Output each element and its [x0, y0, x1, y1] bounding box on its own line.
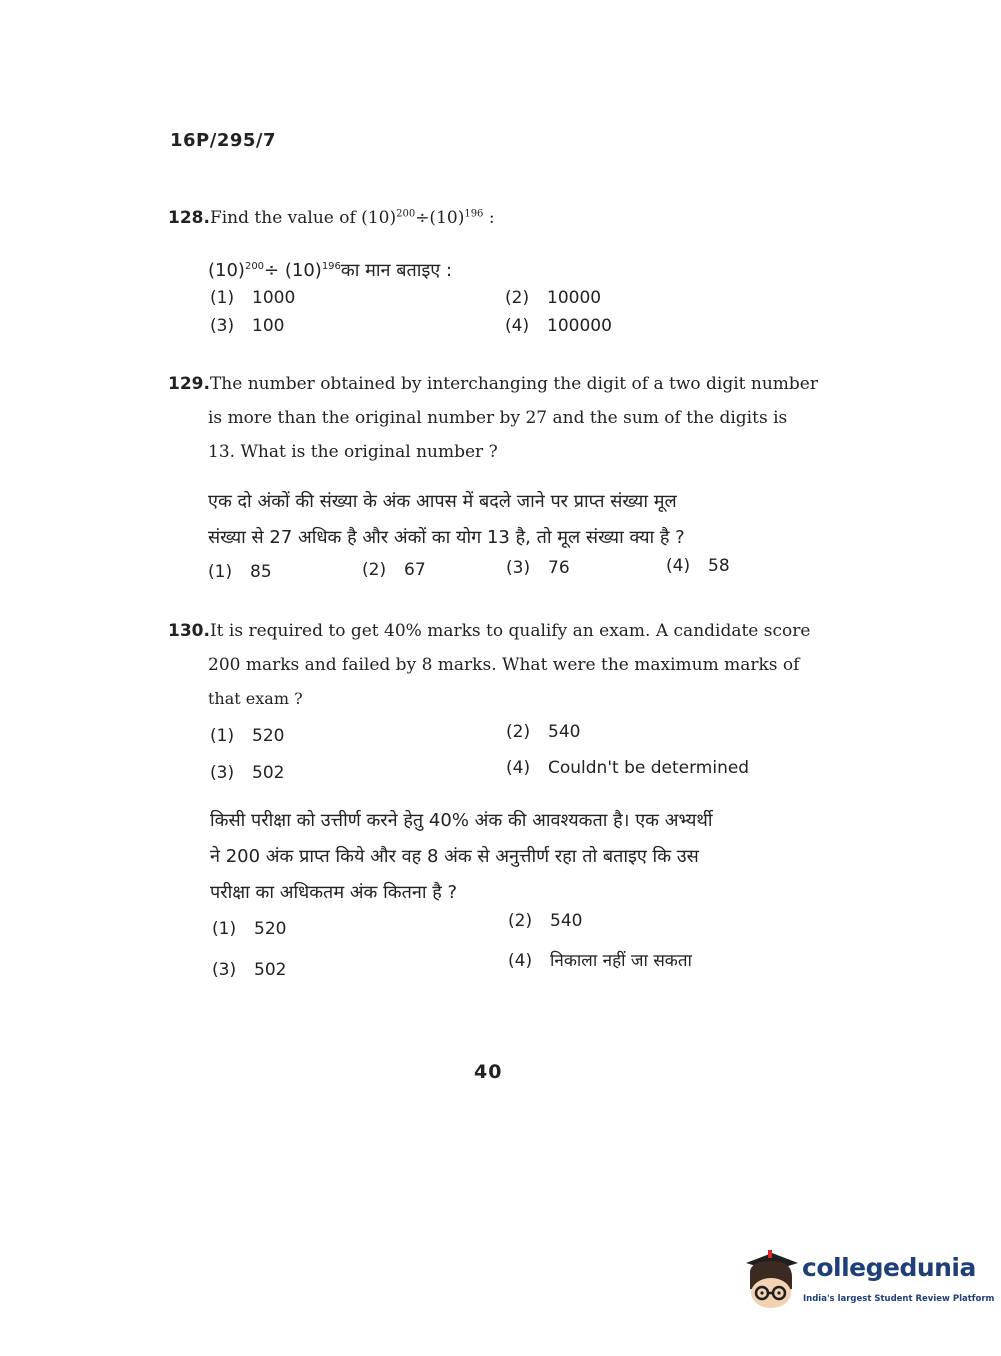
question-129-english: 129.The number obtained by interchanging the digit of a two digit number is more than the original number by 27 and the sum of the digits is 13. What is the original number ?: [168, 374, 818, 462]
option: (2) 67: [362, 560, 426, 580]
question-number: 128.: [168, 208, 210, 228]
question-130-english: 130.It is required to get 40% marks to qualify an exam. A candidate score 200 marks and failed by 8 marks. What were the maximum marks of that exam ?: [168, 621, 811, 708]
option: (2) 540: [508, 911, 583, 931]
option: (1) 85: [208, 562, 272, 582]
question-text: Find the value of $(10)^{200}\div(10)^{196}$ :: [209, 208, 495, 228]
logo-tagline: India's largest Student Review Platform: [803, 1294, 995, 1304]
question-128-english: [168, 208, 495, 228]
question-130-hindi: किसी परीक्षा को उत्तीर्ण करने हेतु 40% अंक की आवश्यकता है। एक अभ्यर्थी ने 200 अंक प्राप्त किये और वह 8 अंक से अनुत्तीर्ण रहा तो बताइए कि उस परीक्षा का अधिकतम अंक कितना है ?: [210, 810, 713, 903]
option: (3) 100: [210, 316, 285, 336]
option: (3) 76: [506, 558, 570, 578]
option: (4) निकाला नहीं जा सकता: [508, 951, 692, 971]
option: (3) 502: [212, 960, 287, 980]
option: (2) 540: [506, 722, 581, 742]
question-number: 129.: [168, 374, 210, 394]
option: (1) 1000: [210, 288, 296, 308]
page-number: 40: [474, 1061, 503, 1083]
option: (4) 58: [666, 556, 730, 576]
option: (4) Couldn't be determined: [506, 758, 750, 778]
option: (1) 520: [210, 726, 285, 746]
paper-code: 16P/295/7: [170, 130, 276, 151]
mascot-icon: [742, 1249, 800, 1311]
option: (1) 520: [212, 919, 287, 939]
question-128-hindi: $(10)^{200}\div$ $(10)^{196}का$ मान बताइए :: [208, 260, 453, 281]
question-129-hindi: एक दो अंकों की संख्या के अंक आपस में बदले जाने पर प्राप्त संख्या मूल संख्या से 27 अधिक है और अंकों का योग 13 है, तो मूल संख्या क्या है ?: [208, 491, 685, 548]
option: (2) 10000: [505, 288, 602, 308]
option: (4) 100000: [505, 316, 612, 336]
option: (3) 502: [210, 763, 285, 783]
logo-text: collegedunia: [802, 1253, 976, 1282]
question-number: 130.: [168, 621, 210, 641]
collegedunia-logo: [742, 1247, 995, 1317]
